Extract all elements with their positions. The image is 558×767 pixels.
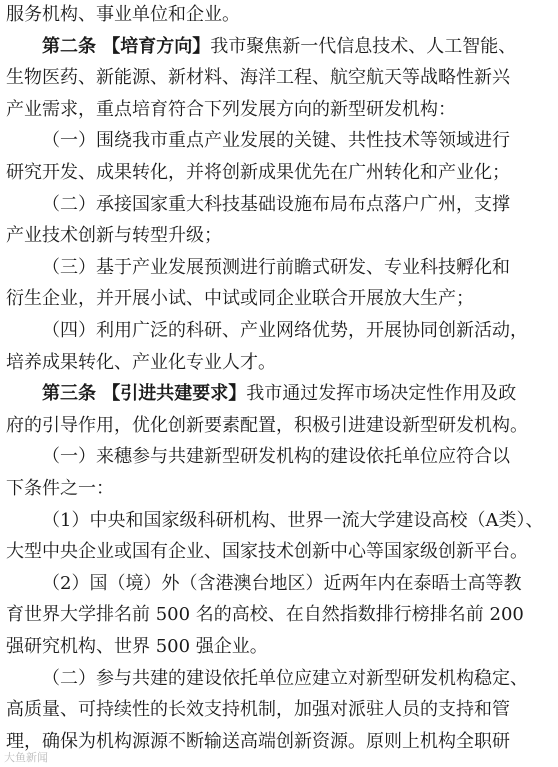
text-line: [0, 540, 558, 564]
text-line: [0, 3, 558, 27]
text-line: [0, 98, 558, 122]
text-line: [0, 66, 558, 90]
text-line: [0, 572, 558, 596]
text-line: [0, 351, 558, 375]
text-line: [0, 414, 558, 438]
text-segment: 下条件之一：: [6, 478, 114, 499]
text-segment: （2）国（境）外（含港澳台地区）近两年内在泰晤士高等教: [42, 572, 522, 594]
text-segment: （二）承接国家重大科技基础设施布局布点落户广州，支撑: [42, 193, 510, 215]
text-line: [0, 287, 558, 311]
text-segment: 研究开发、成果转化，并将创新成果优先在广州转化和产业化；: [6, 162, 510, 183]
text-line: [0, 635, 558, 659]
text-line: [0, 382, 558, 406]
text-line: [0, 509, 558, 533]
text-line: [0, 603, 558, 627]
text-line: [0, 667, 558, 691]
text-line: [0, 477, 558, 501]
text-line: [0, 161, 558, 185]
text-line: [0, 698, 558, 722]
text-line: [0, 224, 558, 248]
text-line: [0, 129, 558, 153]
text-segment: （四）利用广泛的科研、产业网络优势，开展协同创新活动，: [42, 320, 528, 341]
text-line: [0, 35, 558, 59]
text-line: [0, 445, 558, 469]
text-segment: 衍生企业，并开展小试、中试或同企业联合开展放大生产；: [6, 288, 474, 310]
text-segment: 我市聚焦新一代信息技术、人工智能、: [210, 35, 517, 57]
text-segment: 高质量、可持续性的长效支持机制，加强对派驻人员的支持和管: [6, 699, 510, 721]
text-segment: （1）中央和国家级科研机构、世界一流大学建设高校（A类）、: [42, 509, 544, 531]
text-segment: 服务机构、事业单位和企业。: [6, 4, 240, 25]
article-heading: 第二条 【培育方向】: [42, 35, 211, 57]
text-segment: 育世界大学排名前 500 名的高校、在自然指数排行榜排名前 200: [6, 604, 524, 626]
text-segment: 大型中央企业或国有企业、国家技术创新中心等国家级创新平台。: [6, 541, 528, 563]
text-segment: 产业需求，重点培育符合下列发展方向的新型研发机构：: [6, 98, 456, 120]
watermark: 大鱼新闻: [4, 751, 48, 764]
text-line: [0, 256, 558, 280]
text-segment: 产业技术创新与转型升级；: [6, 225, 222, 247]
text-segment: 生物医药、新能源、新材料、海洋工程、航空航天等战略性新兴: [6, 67, 510, 89]
text-segment: （二）参与共建的建设依托单位应建立对新型研发机构稳定、: [42, 667, 528, 689]
text-segment: （一）围绕我市重点产业发展的关键、共性技术等领域进行: [42, 130, 510, 152]
text-segment: （一）来穗参与共建新型研发机构的建设依托单位应符合以: [42, 446, 510, 468]
text-line: [0, 319, 558, 343]
article-heading: 第三条 【引进共建要求】: [42, 383, 247, 405]
text-segment: 我市通过发挥市场决定性作用及政: [246, 383, 517, 405]
text-segment: 理，确保为机构源源不断输送高端创新资源。原则上机构全职研: [6, 730, 510, 752]
text-segment: 培养成果转化、产业化专业人才。: [6, 351, 276, 373]
text-segment: （三）基于产业发展预测进行前瞻式研发、专业科技孵化和: [42, 256, 510, 278]
text-line: [0, 730, 558, 754]
text-line: [0, 193, 558, 217]
text-segment: 府的引导作用，优化创新要素配置，积极引进建设新型研发机构。: [6, 414, 528, 436]
text-segment: 强研究机构、世界 500 强企业。: [6, 636, 268, 657]
